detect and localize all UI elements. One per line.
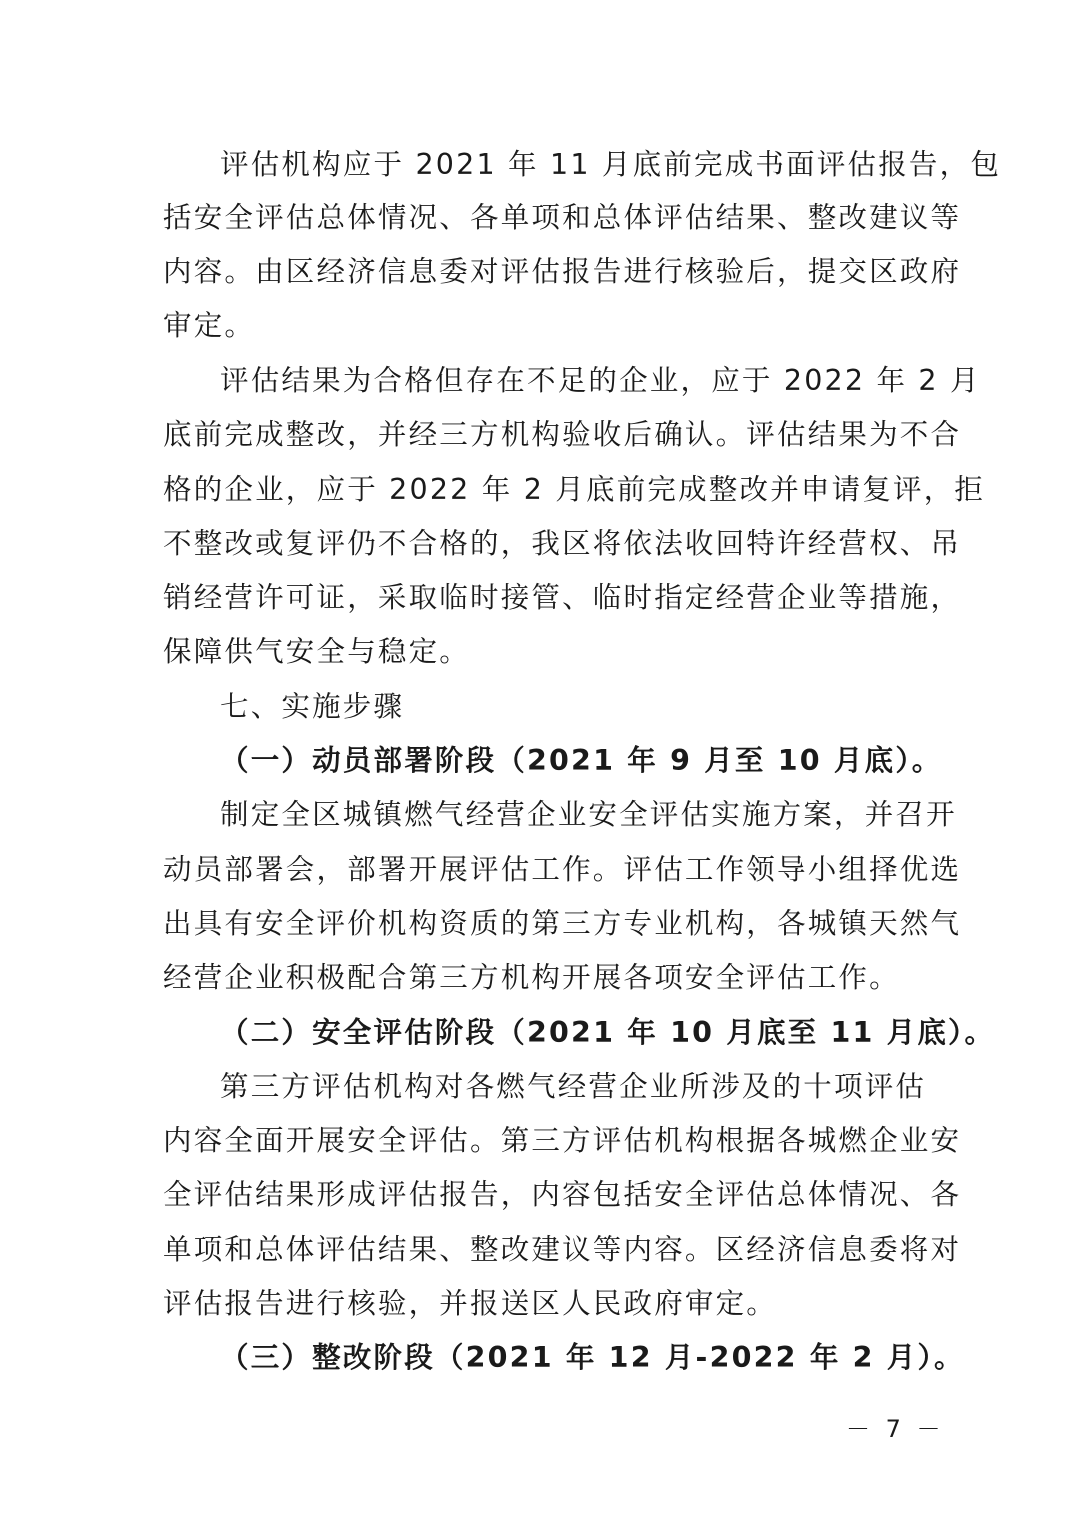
body-text-line: 内容全面开展安全评估。第三方评估机构根据各城燃企业安 — [163, 1124, 962, 1157]
body-text-line: 第三方评估机构对各燃气经营企业所涉及的十项评估 — [220, 1070, 927, 1103]
body-text-line: 内容。由区经济信息委对评估报告进行核验后，提交区政府 — [163, 255, 962, 288]
body-text-line: 销经营许可证，采取临时接管、临时指定经营企业等措施， — [163, 581, 962, 614]
subsection-heading: （一）动员部署阶段（2021 年 9 月至 10 月底）。 — [220, 744, 943, 777]
body-text-line: 保障供气安全与稳定。 — [163, 635, 471, 668]
body-text-line: 动员部署会，部署开展评估工作。评估工作领导小组择优选 — [163, 853, 962, 886]
body-text-line: 评估结果为合格但存在不足的企业，应于 2022 年 2 月 — [220, 364, 981, 397]
page-number: － 7 － — [846, 1415, 945, 1443]
body-text-line: 底前完成整改，并经三方机构验收后确认。评估结果为不合 — [163, 418, 962, 451]
body-text-line: 不整改或复评仍不合格的，我区将依法收回特许经营权、吊 — [163, 527, 962, 560]
section-heading: 七、实施步骤 — [220, 690, 405, 723]
body-text-line: 单项和总体评估结果、整改建议等内容。区经济信息委将对 — [163, 1233, 962, 1266]
body-text-line: 括安全评估总体情况、各单项和总体评估结果、整改建议等 — [163, 201, 962, 234]
body-text-line: 制定全区城镇燃气经营企业安全评估实施方案，并召开 — [220, 798, 957, 831]
body-text-line: 出具有安全评价机构资质的第三方专业机构，各城镇天然气 — [163, 907, 962, 940]
body-text-line: 全评估结果形成评估报告，内容包括安全评估总体情况、各 — [163, 1178, 962, 1211]
body-text-line: 评估报告进行核验，并报送区人民政府审定。 — [163, 1287, 778, 1320]
subsection-heading: （三）整改阶段（2021 年 12 月-2022 年 2 月）。 — [220, 1341, 965, 1374]
body-text-line: 审定。 — [163, 309, 256, 342]
subsection-heading: （二）安全评估阶段（2021 年 10 月底至 11 月底）。 — [220, 1016, 996, 1049]
body-text-line: 格的企业，应于 2022 年 2 月底前完成整改并申请复评，拒 — [163, 473, 986, 506]
body-text-line: 评估机构应于 2021 年 11 月底前完成书面评估报告，包 — [220, 148, 1002, 181]
body-text-line: 经营企业积极配合第三方机构开展各项安全评估工作。 — [163, 961, 900, 994]
